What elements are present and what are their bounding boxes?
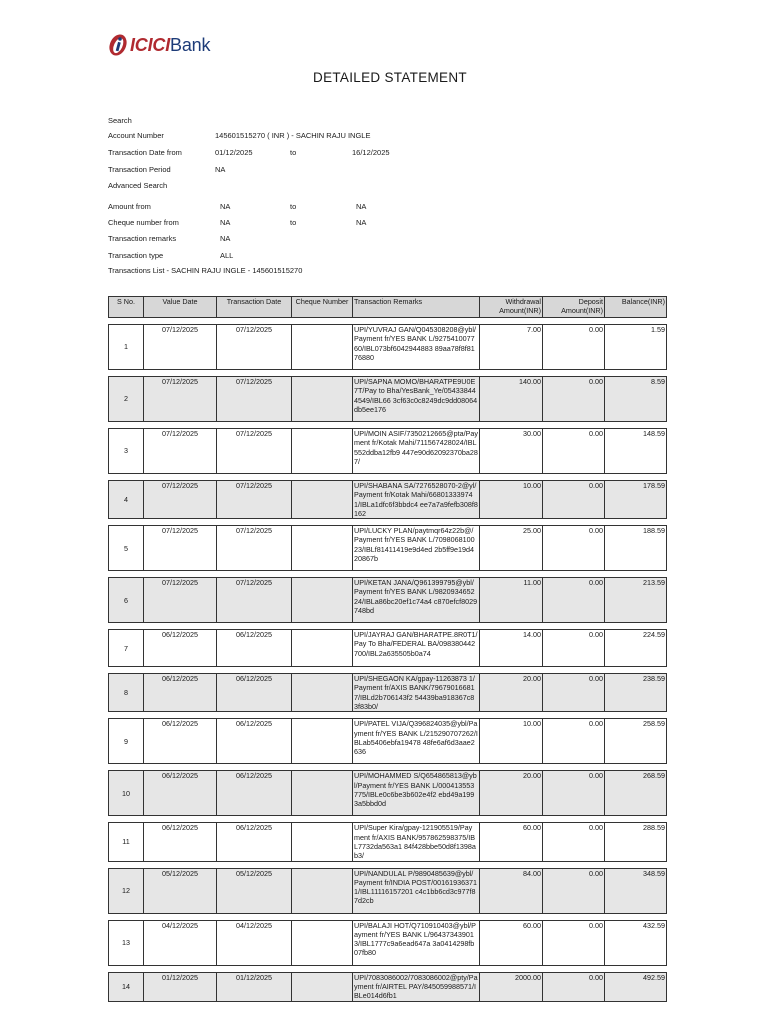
table-cell-deposit: 0.00 bbox=[542, 428, 604, 474]
account-number-value: 145601515270 ( INR ) - SACHIN RAJU INGLE bbox=[215, 131, 371, 140]
amount-to-label: to bbox=[290, 202, 297, 211]
table-cell-withdrawal: 60.00 bbox=[479, 822, 542, 861]
amount-from-value: NA bbox=[220, 202, 231, 211]
table-cell-cheque-number bbox=[291, 770, 352, 816]
table-cell-value-date: 07/12/2025 bbox=[143, 324, 216, 370]
table-cell-deposit: 0.00 bbox=[542, 525, 604, 571]
header-transaction-date: Transaction Date bbox=[216, 296, 291, 318]
table-cell-balance: 492.59 bbox=[604, 972, 667, 1002]
table-row bbox=[108, 480, 667, 519]
cheque-from-value: NA bbox=[220, 218, 231, 227]
table-cell-transaction-date: 06/12/2025 bbox=[216, 822, 291, 861]
table-cell-sno: 7 bbox=[108, 629, 143, 667]
table-cell-sno: 13 bbox=[108, 920, 143, 966]
transactions-list-heading: Transactions List - SACHIN RAJU INGLE - 145601515270 bbox=[108, 266, 303, 275]
table-cell-withdrawal: 7.00 bbox=[479, 324, 542, 370]
table-cell-deposit: 0.00 bbox=[542, 480, 604, 519]
table-row bbox=[108, 972, 667, 1002]
bank-name: ICICIBank bbox=[130, 34, 211, 55]
table-cell-balance: 213.59 bbox=[604, 577, 667, 623]
txn-type-value: ALL bbox=[220, 251, 234, 260]
table-row bbox=[108, 428, 667, 474]
amount-to-value: NA bbox=[356, 202, 367, 211]
bank-logo bbox=[108, 32, 210, 58]
table-row bbox=[108, 920, 667, 966]
table-cell-cheque-number bbox=[291, 428, 352, 474]
page-title: DETAILED STATEMENT bbox=[313, 70, 467, 85]
remarks-value: NA bbox=[220, 234, 231, 243]
advanced-search-heading: Advanced Search bbox=[108, 181, 168, 190]
table-cell-transaction-date: 06/12/2025 bbox=[216, 718, 291, 764]
table-cell-sno: 12 bbox=[108, 868, 143, 914]
table-cell-remarks: UPI/SHABANA SA/7276528070-2@yl/Payment fr/Kotak Mahi/668013339741/IBLa1dfc6f3bbdc4 ee7a7a9fefb308f8162 bbox=[354, 481, 478, 518]
txn-date-row bbox=[108, 148, 668, 157]
table-cell-cheque-number bbox=[291, 525, 352, 571]
remarks-row bbox=[108, 234, 668, 243]
table-cell-cheque-number bbox=[291, 718, 352, 764]
table-cell-remarks: UPI/BALAJI HOT/Q710910403@ybl/Payment fr/YES BANK L/964373439013/IBL1777c9a6ead647a 3a0414298fb07fb80 bbox=[352, 920, 479, 966]
table-cell-sno: 1 bbox=[108, 324, 143, 370]
txn-date-from-value: 01/12/2025 bbox=[215, 148, 253, 157]
transactions-table bbox=[108, 290, 667, 1008]
txn-type-label: Transaction type bbox=[108, 251, 164, 260]
table-cell-transaction-date: 06/12/2025 bbox=[216, 770, 291, 816]
table-cell-withdrawal: 140.00 bbox=[479, 376, 542, 422]
amount-row bbox=[108, 202, 668, 211]
table-cell-cheque-number bbox=[291, 480, 352, 519]
table-cell-transaction-date: 05/12/2025 bbox=[216, 868, 291, 914]
table-row bbox=[108, 673, 667, 712]
icici-logo-icon bbox=[108, 33, 128, 57]
table-cell-transaction-date: 07/12/2025 bbox=[216, 525, 291, 571]
table-cell-withdrawal: 10.00 bbox=[479, 480, 542, 519]
table-cell-cheque-number bbox=[291, 376, 352, 422]
txn-period-label: Transaction Period bbox=[108, 165, 171, 174]
table-cell-withdrawal: 10.00 bbox=[479, 718, 542, 764]
table-cell-transaction-date: 07/12/2025 bbox=[216, 480, 291, 519]
table-cell-balance: 178.59 bbox=[604, 480, 667, 519]
table-cell-transaction-date: 07/12/2025 bbox=[216, 376, 291, 422]
table-row bbox=[108, 376, 667, 422]
txn-period-value: NA bbox=[215, 165, 226, 174]
table-cell-remarks: UPI/PATEL VIJA/Q396824035@ybl/Payment fr/YES BANK L/215290707262/IBLab5406ebfa19478 48fe6af6d3aae2636 bbox=[352, 718, 479, 764]
txn-date-to-value: 16/12/2025 bbox=[352, 148, 390, 157]
table-cell-withdrawal: 20.00 bbox=[479, 770, 542, 816]
table-cell-cheque-number bbox=[291, 673, 352, 712]
table-cell-deposit: 0.00 bbox=[542, 324, 604, 370]
table-row bbox=[108, 770, 667, 816]
table-row bbox=[108, 629, 667, 667]
header-cheque-number: Cheque Number bbox=[291, 296, 352, 318]
table-cell-cheque-number bbox=[291, 822, 352, 861]
table-cell-withdrawal: 84.00 bbox=[479, 868, 542, 914]
txn-period-row bbox=[108, 165, 668, 174]
table-cell-transaction-date: 06/12/2025 bbox=[216, 673, 291, 712]
table-cell-withdrawal: 11.00 bbox=[479, 577, 542, 623]
table-cell-sno: 4 bbox=[108, 480, 143, 519]
table-cell-value-date: 07/12/2025 bbox=[143, 577, 216, 623]
table-cell-balance: 148.59 bbox=[604, 428, 667, 474]
table-cell-transaction-date: 07/12/2025 bbox=[216, 324, 291, 370]
account-number-label: Account Number bbox=[108, 131, 164, 140]
table-cell-sno: 6 bbox=[108, 577, 143, 623]
table-row bbox=[108, 868, 667, 914]
txn-type-row bbox=[108, 251, 668, 260]
table-cell-transaction-date: 06/12/2025 bbox=[216, 629, 291, 667]
table-cell-sno: 3 bbox=[108, 428, 143, 474]
table-cell-balance: 348.59 bbox=[604, 868, 667, 914]
table-cell-sno: 10 bbox=[108, 770, 143, 816]
table-cell-transaction-date: 07/12/2025 bbox=[216, 577, 291, 623]
table-cell-cheque-number bbox=[291, 324, 352, 370]
txn-date-from-label: Transaction Date from bbox=[108, 148, 182, 157]
table-cell-remarks: UPI/Super Kira/gpay-121905519/Payment fr/AXIS BANK/957862598375/IBL7732da563a1 84f428bbe50d8f1398ab3/ bbox=[352, 822, 479, 861]
search-heading: Search bbox=[108, 116, 132, 125]
cheque-row bbox=[108, 218, 668, 227]
table-cell-withdrawal: 20.00 bbox=[479, 673, 542, 712]
cheque-to-label: to bbox=[290, 218, 297, 227]
table-cell-cheque-number bbox=[291, 577, 352, 623]
table-cell-deposit: 0.00 bbox=[542, 718, 604, 764]
table-cell-balance: 224.59 bbox=[604, 629, 667, 667]
table-cell-value-date: 01/12/2025 bbox=[143, 972, 216, 1002]
table-cell-deposit: 0.00 bbox=[542, 972, 604, 1002]
table-cell-value-date: 07/12/2025 bbox=[143, 480, 216, 519]
header-deposit: Deposit Amount(INR) bbox=[542, 296, 604, 318]
header-value-date: Value Date bbox=[143, 296, 216, 318]
table-cell-value-date: 04/12/2025 bbox=[143, 920, 216, 966]
table-cell-balance: 8.59 bbox=[604, 376, 667, 422]
table-cell-deposit: 0.00 bbox=[542, 376, 604, 422]
table-row bbox=[108, 525, 667, 571]
table-cell-cheque-number bbox=[291, 868, 352, 914]
table-cell-sno: 8 bbox=[108, 673, 143, 712]
amount-from-label: Amount from bbox=[108, 202, 151, 211]
table-row bbox=[108, 577, 667, 623]
table-cell-sno: 9 bbox=[108, 718, 143, 764]
table-cell-value-date: 07/12/2025 bbox=[143, 376, 216, 422]
table-cell-value-date: 06/12/2025 bbox=[143, 673, 216, 712]
table-cell-remarks: UPI/MOIN ASIF/7350212665@pta/Payment fr/Kotak Mahi/711567428024/IBL552ddba12fb9 447e90d62092370ba287/ bbox=[352, 428, 479, 474]
table-cell-value-date: 06/12/2025 bbox=[143, 718, 216, 764]
table-cell-withdrawal: 30.00 bbox=[479, 428, 542, 474]
table-header-row bbox=[108, 296, 667, 318]
header-balance: Balance(INR) bbox=[604, 296, 667, 318]
table-cell-balance: 258.59 bbox=[604, 718, 667, 764]
table-cell-balance: 288.59 bbox=[604, 822, 667, 861]
header-transaction-remarks: Transaction Remarks bbox=[352, 296, 479, 318]
remarks-label: Transaction remarks bbox=[108, 234, 177, 243]
table-cell-withdrawal: 25.00 bbox=[479, 525, 542, 571]
table-cell-balance: 188.59 bbox=[604, 525, 667, 571]
table-cell-value-date: 07/12/2025 bbox=[143, 525, 216, 571]
table-cell-deposit: 0.00 bbox=[542, 770, 604, 816]
table-cell-value-date: 06/12/2025 bbox=[143, 629, 216, 667]
table-cell-remarks: UPI/KETAN JANA/Q961399795@ybl/Payment fr/YES BANK L/982093465224/IBLa86bc20ef1c74a4 c870efcf8029748bd bbox=[352, 577, 479, 623]
account-number-row bbox=[108, 131, 668, 140]
table-cell-value-date: 06/12/2025 bbox=[143, 822, 216, 861]
table-cell-cheque-number bbox=[291, 972, 352, 1002]
table-cell-remarks: UPI/SAPNA MOMO/BHARATPE9U0E7T/Pay to Bha/YesBank_Ye/054338444549/IBL66 3cf63c0c8249dc9dd08064db5ee176 bbox=[352, 376, 479, 422]
table-cell-sno: 2 bbox=[108, 376, 143, 422]
table-cell-withdrawal: 2000.00 bbox=[479, 972, 542, 1002]
table-cell-balance: 432.59 bbox=[604, 920, 667, 966]
table-row bbox=[108, 822, 667, 861]
table-cell-deposit: 0.00 bbox=[542, 868, 604, 914]
table-cell-sno: 11 bbox=[108, 822, 143, 861]
table-cell-remarks: UPI/MOHAMMED S/Q654865813@ybl/Payment fr/YES BANK L/000413553775/IBLe0c6be3b602e4f2 ebd49a1993a5bbd0d bbox=[352, 770, 479, 816]
table-row bbox=[108, 718, 667, 764]
table-cell-transaction-date: 04/12/2025 bbox=[216, 920, 291, 966]
table-cell-balance: 238.59 bbox=[604, 673, 667, 712]
table-cell-remarks: UPI/7083086002/7083086002@pty/Payment fr/AIRTEL PAY/845059988571/IBLe014d6fb1 bbox=[354, 972, 478, 1001]
table-cell-remarks: UPI/SHEGAON KA/gpay-11263873 1/Payment fr/AXIS BANK/796790166817/IBLd2b706143f2 54439ba918367c83f83b0/ bbox=[352, 673, 479, 712]
txn-date-to-label: to bbox=[290, 148, 297, 157]
cheque-to-value: NA bbox=[356, 218, 367, 227]
table-cell-remarks: UPI/YUVRAJ GAN/Q045308208@ybl/Payment fr/YES BANK L/927541007760/IBL073bf6042944883 89aa78f8f8176880 bbox=[352, 324, 479, 370]
table-cell-deposit: 0.00 bbox=[542, 673, 604, 712]
table-cell-remarks: UPI/JAYRAJ GAN/BHARATPE.8R0T1/Pay To Bha/FEDERAL BA/098380442700/IBL2a635505b0a74 bbox=[352, 629, 479, 667]
table-cell-sno: 5 bbox=[108, 525, 143, 571]
table-row bbox=[108, 324, 667, 370]
table-cell-value-date: 05/12/2025 bbox=[143, 868, 216, 914]
table-cell-transaction-date: 01/12/2025 bbox=[216, 972, 291, 1002]
cheque-from-label: Cheque number from bbox=[108, 218, 179, 227]
table-cell-deposit: 0.00 bbox=[542, 577, 604, 623]
table-cell-transaction-date: 07/12/2025 bbox=[216, 428, 291, 474]
table-cell-deposit: 0.00 bbox=[542, 629, 604, 667]
table-cell-balance: 1.59 bbox=[604, 324, 667, 370]
table-cell-sno: 14 bbox=[108, 972, 143, 1002]
table-cell-balance: 268.59 bbox=[604, 770, 667, 816]
table-cell-withdrawal: 14.00 bbox=[479, 629, 542, 667]
header-sno: S No. bbox=[108, 296, 143, 318]
table-cell-remarks: UPI/NANDULAL P/9890485639@ybl/Payment fr/INDIA POST/001619363711/IBL11116157201 c4c1bb6cd3c977f87d2cb bbox=[352, 868, 479, 914]
table-cell-deposit: 0.00 bbox=[542, 822, 604, 861]
table-cell-withdrawal: 60.00 bbox=[479, 920, 542, 966]
table-cell-value-date: 06/12/2025 bbox=[143, 770, 216, 816]
table-cell-cheque-number bbox=[291, 629, 352, 667]
table-cell-deposit: 0.00 bbox=[542, 920, 604, 966]
table-cell-cheque-number bbox=[291, 920, 352, 966]
table-cell-remarks: UPI/LUCKY PLAN/paytmqr64z22b@/Payment fr/YES BANK L/709806810023/IBLf81411419e9d4ed 2b5ff9e19d420867b bbox=[352, 525, 479, 571]
table-cell-value-date: 07/12/2025 bbox=[143, 428, 216, 474]
header-withdrawal: Withdrawal Amount(INR) bbox=[479, 296, 542, 318]
